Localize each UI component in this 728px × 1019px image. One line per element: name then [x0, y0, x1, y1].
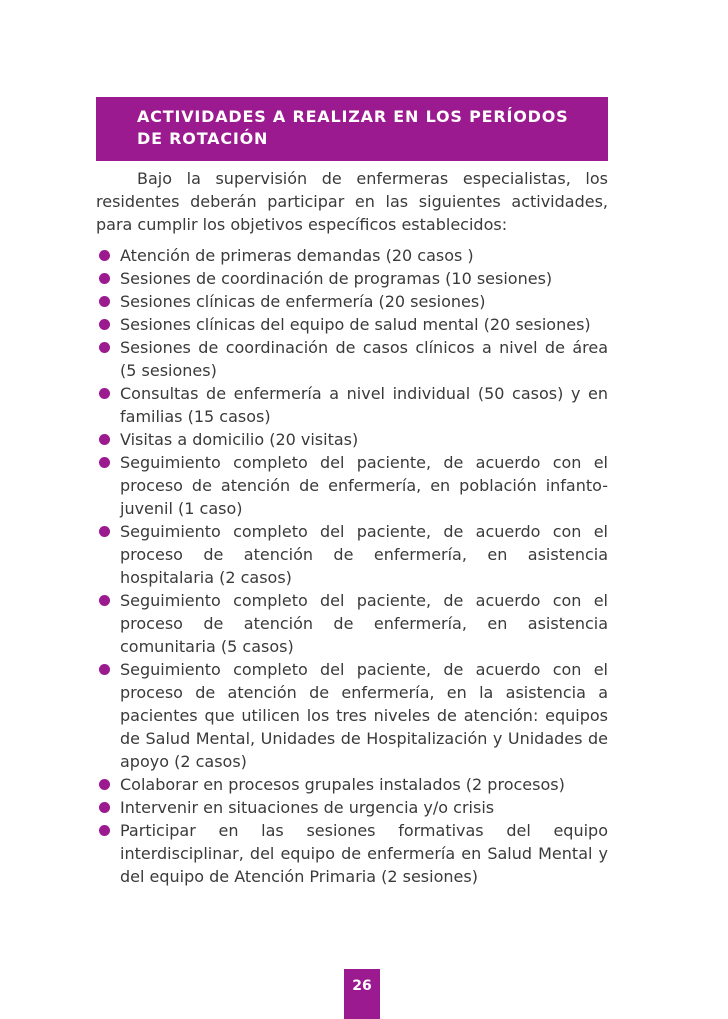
bullet-icon: [99, 250, 110, 261]
list-item: [96, 520, 608, 589]
list-item-text: Participar en las sesiones formativas del equipo interdisciplinar, del equipo de enfermería en Salud Mental y del equipo de Atención Primaria (2 sesiones): [120, 821, 608, 886]
list-item-text: Sesiones clínicas del equipo de salud mental (20 sesiones): [120, 315, 591, 334]
list-item-text: Visitas a domicilio (20 visitas): [120, 430, 359, 449]
list-item-text: Sesiones de coordinación de programas (10 sesiones): [120, 269, 553, 288]
list-item: [96, 290, 608, 313]
bullet-icon: [99, 802, 110, 813]
list-item-text: Sesiones de coordinación de casos clínicos a nivel de área (5 sesiones): [120, 338, 608, 380]
list-item-text: Sesiones clínicas de enfermería (20 sesiones): [120, 292, 486, 311]
section-header: [96, 97, 608, 161]
bullet-icon: [99, 342, 110, 353]
list-item: [96, 267, 608, 290]
list-item-text: Consultas de enfermería a nivel individual (50 casos) y en familias (15 casos): [120, 384, 608, 426]
list-item-text: Atención de primeras demandas (20 casos ): [120, 246, 474, 265]
list-item-text: Seguimiento completo del paciente, de acuerdo con el proceso de atención de enfermería, en asistencia comunitaria (5 casos): [120, 591, 608, 656]
list-item: [96, 773, 608, 796]
bullet-icon: [99, 779, 110, 790]
list-item: [96, 451, 608, 520]
list-item: [96, 658, 608, 773]
bullet-icon: [99, 319, 110, 330]
page-number: 26: [344, 969, 380, 1019]
list-item-text: Intervenir en situaciones de urgencia y/o crisis: [120, 798, 495, 817]
list-item: [96, 382, 608, 428]
list-item-text: Seguimiento completo del paciente, de acuerdo con el proceso de atención de enfermería, en población infanto-juvenil (1 caso): [120, 453, 608, 518]
list-item: [96, 796, 608, 819]
list-item: [96, 589, 608, 658]
list-item-text: Seguimiento completo del paciente, de acuerdo con el proceso de atención de enfermería, en asistencia hospitalaria (2 casos): [120, 522, 608, 587]
list-item: [96, 336, 608, 382]
bullet-icon: [99, 825, 110, 836]
intro-paragraph: Bajo la supervisión de enfermeras especialistas, los residentes deberán participar en las siguientes actividades, para cumplir los objetivos específicos establecidos:: [96, 169, 608, 234]
bullet-icon: [99, 388, 110, 399]
bullet-icon: [99, 273, 110, 284]
list-item: [96, 819, 608, 888]
bullet-icon: [99, 296, 110, 307]
list-item: [96, 244, 608, 267]
list-item-text: Colaborar en procesos grupales instalados (2 procesos): [120, 775, 565, 794]
bullet-icon: [99, 457, 110, 468]
list-item: [96, 428, 608, 451]
bullet-icon: [99, 595, 110, 606]
section-title: ACTIVIDADES A REALIZAR EN LOS PERÍODOS DE ROTACIÓN: [137, 107, 569, 148]
activity-list: [96, 244, 608, 888]
list-item: [96, 313, 608, 336]
bullet-icon: [99, 664, 110, 675]
bullet-icon: [99, 434, 110, 445]
bullet-icon: [99, 526, 110, 537]
list-item-text: Seguimiento completo del paciente, de acuerdo con el proceso de atención de enfermería, en la asistencia a pacientes que utilicen los tres niveles de atención: equipos de Salud Mental, Unidades de Hospitalización y Unidades de apoyo (2 casos): [120, 660, 608, 771]
